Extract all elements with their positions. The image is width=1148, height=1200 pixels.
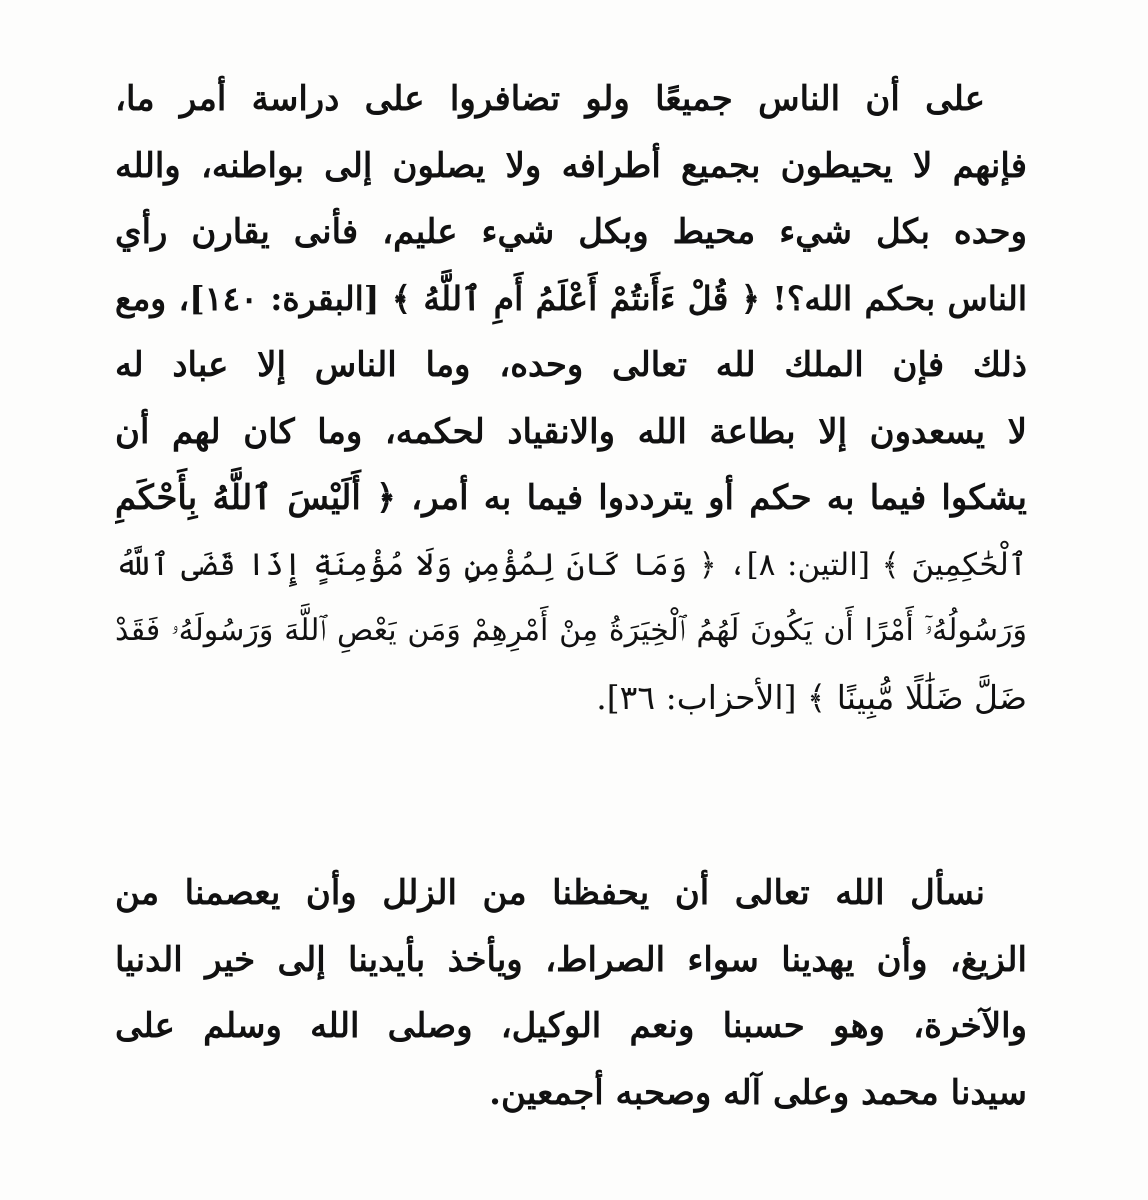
text-line: ذلك فإن الملك لله تعالى وحده، وما الناس إلا عباد له (115, 345, 1027, 385)
text-line: والآخرة، وهو حسبنا ونعم الوكيل، وصلى الله وسلم على (115, 1006, 1027, 1046)
text-line: فإنهم لا يحيطون بجميع أطرافه ولا يصلون إلى بواطنه، والله (115, 145, 1027, 186)
text-line: سيدنا محمد وعلى آله وصحبه أجمعين. (489, 1072, 1027, 1113)
text-line: الزيغ، وأن يهدينا سواء الصراط، ويأخذ بأيدينا إلى خير الدنيا (115, 939, 1027, 980)
quran-verse-line: ضَلَّ ضَلَٰلًا مُّبِينًا ﴾ [الأحزاب: ٣٦]. (596, 677, 1027, 717)
quran-verse-line: ٱلْحَٰكِمِينَ ﴾ [التين: ٨]، ﴿ وَمَا كَانَ لِمُؤْمِنٍ وَلَا مُؤْمِنَةٍ إِذَا قَضَى ٱللَّهُ (115, 546, 1027, 583)
text-line: الناس بحكم الله؟! ﴿ قُلْ ءَأَنتُمْ أَعْلَمُ أَمِ ٱللَّهُ ﴾ [البقرة: ١٤٠]، ومع (115, 278, 1027, 318)
text-line: نسأل الله تعالى أن يحفظنا من الزلل وأن يعصمنا من (115, 873, 985, 913)
paragraph-1 (115, 66, 1027, 731)
text-line: على أن الناس جميعًا ولو تضافروا على دراسة أمر ما، (115, 79, 985, 119)
text-line: يشكوا فيما به حكم أو يترددوا فيما به أمر، ﴿ أَلَيْسَ ٱللَّهُ بِأَحْكَمِ (115, 478, 1027, 518)
text-line: وحده بكل شيء محيط وبكل شيء عليم، فأنى يقارن رأي (115, 212, 1027, 252)
text-line: لا يسعدون إلا بطاعة الله والانقياد لحكمه، وما كان لهم أن (115, 411, 1027, 452)
paragraph-2 (115, 860, 1027, 1126)
quran-verse-line: وَرَسُولُهُۥٓ أَمْرًا أَن يَكُونَ لَهُمُ ٱلْخِيَرَةُ مِنْ أَمْرِهِمْ وَمَن يَعْصِ ٱللَّهَ وَرَسُولَهُۥ فَقَدْ (115, 613, 1027, 648)
